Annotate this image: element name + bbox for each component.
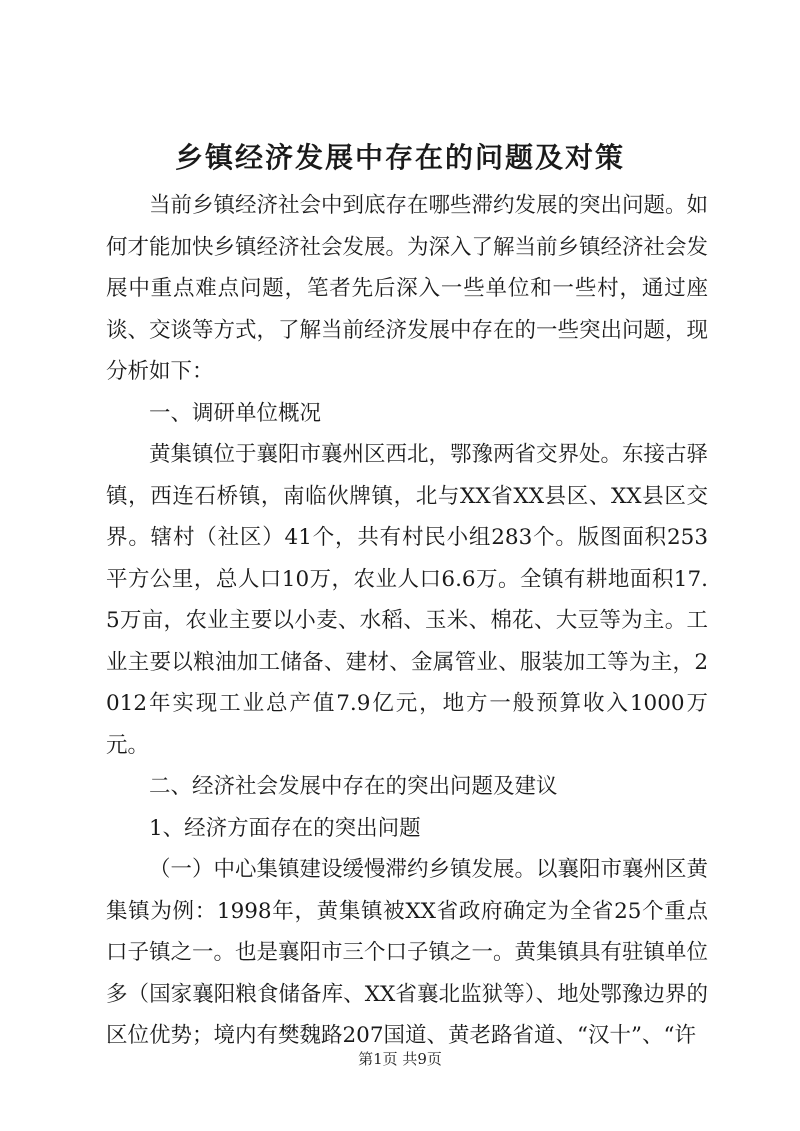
paragraph-overview: 黄集镇位于襄阳市襄州区西北，鄂豫两省交界处。东接古驿镇，西连石桥镇，南临伙牌镇，北与XX省XX县区、XX县区交界。辖村（社区）41个，共有村民小组283个。版图面积253平方公里，总人口10万，农业人口6.6万。全镇有耕地面积17.5万亩，农业主要以小麦、水稻、玉米、棉花、大豆等为主。工业主要以粮油加工储备、建材、金属管业、服装加工等为主，2012年实现工业总产值7.9亿元，地方一般预算收入1000万元。: [106, 442, 709, 758]
section-heading-1: 一、调研单位概况: [149, 400, 322, 426]
paragraph-issue-1: （一）中心集镇建设缓慢滞约乡镇发展。以襄阳市襄州区黄集镇为例：1998年，黄集镇被XX省政府确定为全省25个重点口子镇之一。也是襄阳市三个口子镇之一。黄集镇具有驻镇单位多（国家襄阳粮食储备库、XX省襄北监狱等）、地处鄂豫边界的区位优势；境内有樊魏路207国道、黄老路省道、“汉十”、“许: [106, 857, 709, 1048]
document-body: [106, 185, 708, 1057]
page-footer: 第1页 共9页: [358, 1050, 442, 1068]
document-title: 乡镇经济发展中存在的问题及对策: [174, 141, 625, 174]
section-heading-2: 二、经济社会发展中存在的突出问题及建议: [149, 774, 558, 799]
subsection-heading-1: 1、经济方面存在的突出问题: [149, 815, 421, 841]
paragraph-intro: 当前乡镇经济社会中到底存在哪些滞约发展的突出问题。如何才能加快乡镇经济社会发展。为深入了解当前乡镇经济社会发展中重点难点问题，笔者先后深入一些单位和一些村，通过座谈、交谈等方式，了解当前经济发展中存在的一些突出问题，现分析如下：: [106, 193, 709, 384]
